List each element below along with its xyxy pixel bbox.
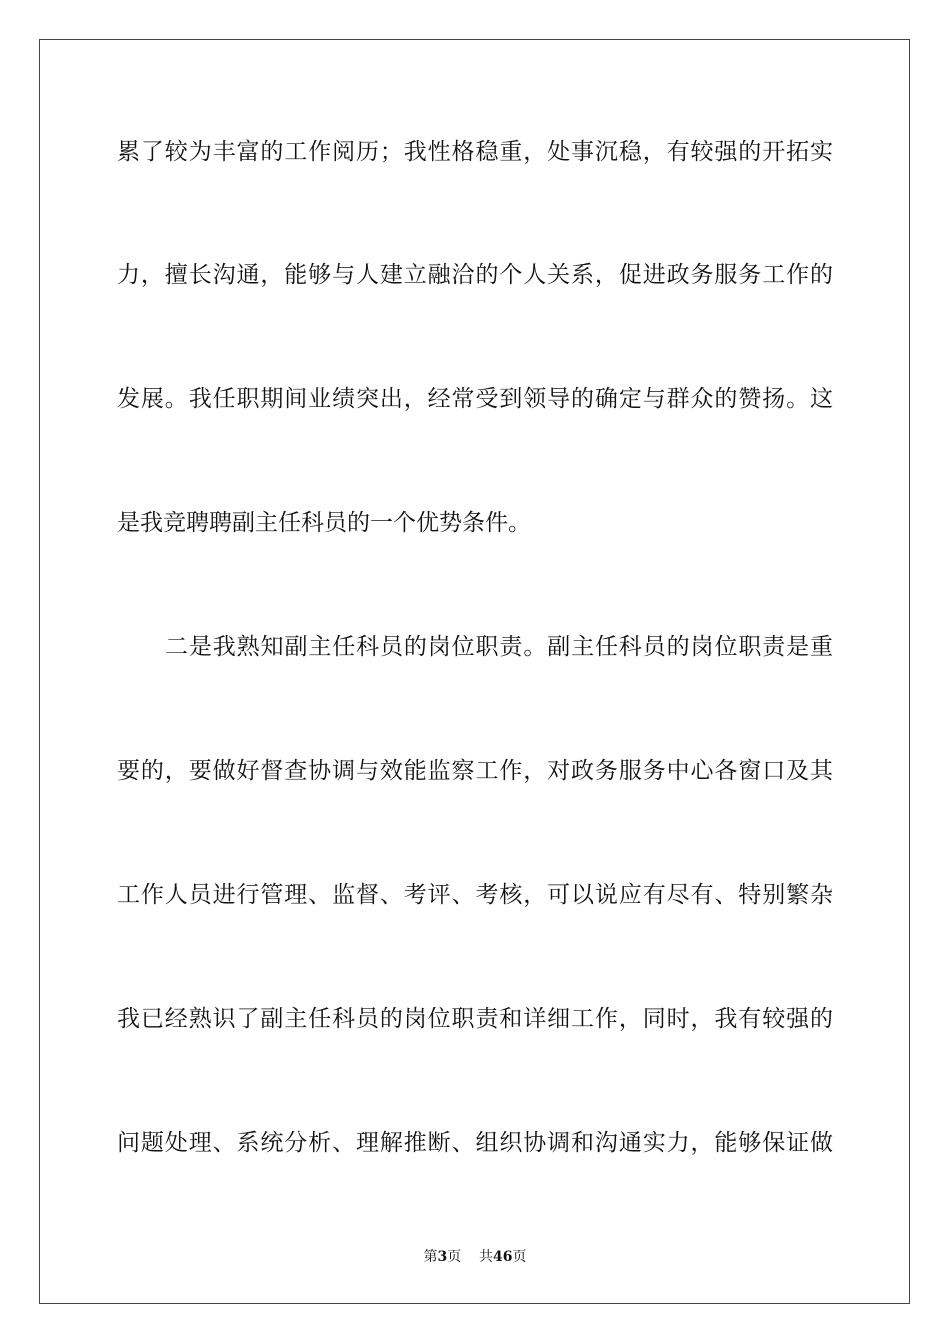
- body-text-line-8: 我已经熟识了副主任科员的岗位职责和详细工作，同时，我有较强的: [117, 1006, 833, 1032]
- body-text-line-1: 累了较为丰富的工作阅历；我性格稳重，处事沉稳，有较强的开拓实: [117, 139, 833, 165]
- footer-total-prefix: 共: [479, 1249, 494, 1265]
- page-footer: [0, 1248, 950, 1266]
- body-text-line-3: 发展。我任职期间业绩突出，经常受到领导的确定与群众的赞扬。这: [117, 386, 833, 412]
- body-text-line-2: 力，擅长沟通，能够与人建立融洽的个人关系，促进政务服务工作的: [117, 262, 833, 288]
- body-text-line-5: 二是我熟知副主任科员的岗位职责。副主任科员的岗位职责是重: [165, 634, 833, 660]
- body-text-line-9: 问题处理、系统分析、理解推断、组织协调和沟通实力，能够保证做: [117, 1130, 833, 1156]
- page-frame: [39, 39, 910, 1304]
- footer-page-number: 3: [437, 1249, 448, 1265]
- footer-total-pages: 46: [493, 1249, 513, 1265]
- footer-page-suffix: 页: [447, 1249, 462, 1265]
- footer-total-suffix: 页: [512, 1249, 527, 1265]
- body-text-line-6: 要的，要做好督查协调与效能监察工作，对政务服务中心各窗口及其: [117, 758, 833, 784]
- body-text-line-7: 工作人员进行管理、监督、考评、考核，可以说应有尽有、特别繁杂: [117, 882, 833, 908]
- body-text-line-4: 是我竞聘聘副主任科员的一个优势条件。: [117, 510, 531, 536]
- footer-page-prefix: 第: [423, 1249, 438, 1265]
